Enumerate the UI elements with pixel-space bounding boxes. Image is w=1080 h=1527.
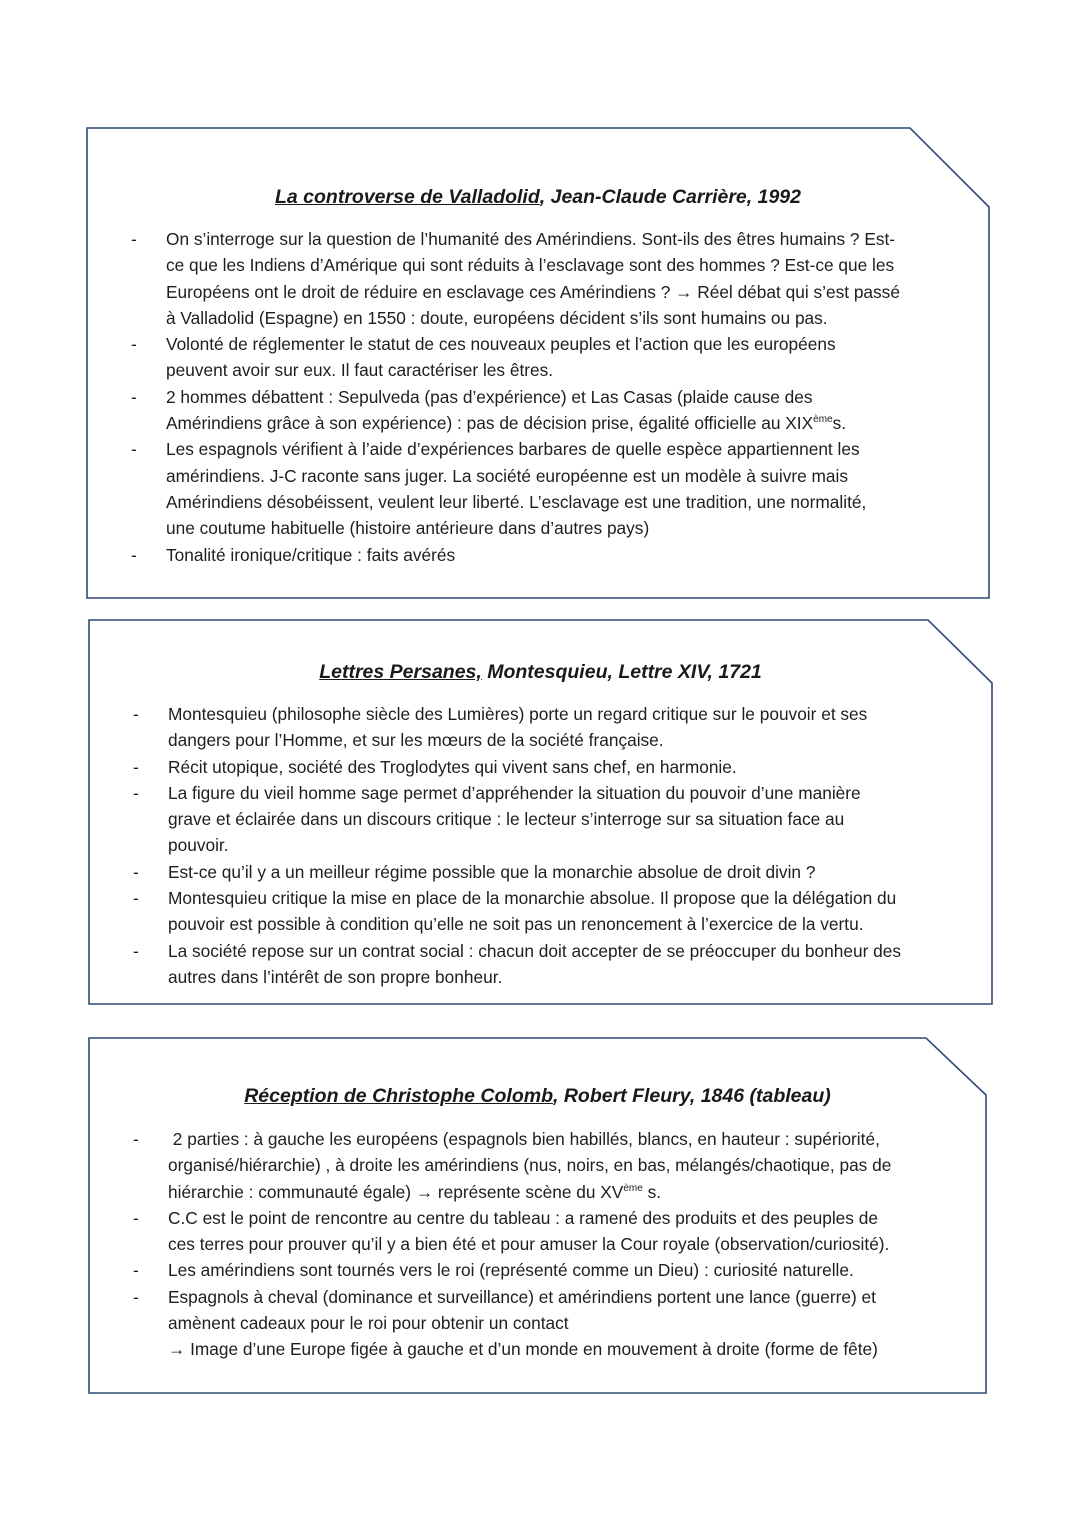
bullet-dash: - — [133, 1286, 139, 1307]
bullet-line: dangers pour l’Homme, et sur les mœurs de la société française. — [168, 730, 664, 751]
note-card-christophe-colomb — [88, 1037, 987, 1394]
bullet-item — [133, 938, 978, 991]
bullet-line: La figure du vieil homme sage permet d’appréhender la situation du pouvoir d’une manière — [168, 782, 861, 803]
bullet-item — [133, 1126, 978, 1205]
bullet-line: La société repose sur un contrat social : chacun doit accepter de se préoccuper du bonheur des — [168, 940, 901, 961]
card-title — [88, 1085, 987, 1108]
card-title-work: Lettres Persanes, — [319, 661, 482, 683]
card-title-work: La controverse de Valladolid — [274, 186, 540, 208]
bullet-line: → Image d’une Europe figée à gauche et d’un monde en mouvement à droite (forme de fête) — [168, 1339, 878, 1360]
bullet-dash: - — [131, 229, 137, 249]
bullet-item — [133, 859, 978, 885]
bullet-line: grave et éclairée dans un discours critique : le lecteur s’interroge sur sa situation face au — [168, 809, 845, 830]
card-title — [88, 661, 993, 684]
bullet-line: organisé/hiérarchie) , à droite les amérindiens (nus, noirs, en bas, mélangés/chaotique, pas de — [168, 1155, 892, 1176]
bullet-dash: - — [131, 386, 137, 407]
bullet-line: Montesquieu (philosophe siècle des Lumières) porte un regard critique sur le pouvoir et ses — [168, 704, 868, 724]
bullet-line: 2 parties : à gauche les européens (espagnols bien habillés, blancs, en hauteur : supériorité, — [168, 1129, 880, 1149]
bullet-list — [133, 1126, 978, 1363]
bullet-dash: - — [133, 861, 139, 882]
bullet-dash: - — [133, 704, 139, 724]
bullet-line: peuvent avoir sur eux. Il faut caractériser les êtres. — [166, 360, 554, 381]
card-title-rest: Montesquieu, Lettre XIV, 1721 — [481, 661, 762, 683]
bullet-dash: - — [133, 1129, 139, 1149]
bullet-dash: - — [133, 782, 139, 803]
bullet-item — [131, 436, 966, 541]
bullet-item — [133, 885, 978, 938]
bullet-dash: - — [131, 439, 137, 460]
card-title-rest: , Robert Fleury, 1846 (tableau) — [552, 1085, 831, 1107]
bullet-line: hiérarchie : communauté égale) → représente scène du XVème s. — [168, 1181, 662, 1202]
bullet-dash: - — [133, 1207, 139, 1228]
bullet-item — [133, 1205, 978, 1258]
note-card-lettres-persanes — [88, 619, 993, 1005]
bullet-item — [133, 780, 978, 859]
bullet-line: Montesquieu critique la mise en place de la monarchie absolue. Il propose que la délégation du — [168, 888, 897, 909]
bullet-line: Amérindiens grâce à son expérience) : pas de décision prise, égalité officielle au XIXèmes. — [166, 413, 847, 434]
bullet-item — [131, 542, 966, 568]
bullet-item — [133, 1284, 978, 1337]
bullet-line: amérindiens. J-C raconte sans juger. La société européenne est un modèle à suivre mais — [166, 465, 849, 486]
bullet-line: ce que les Indiens d’Amérique qui sont réduits à l’esclavage sont des hommes ? Est-ce que les — [166, 255, 895, 276]
bullet-line: C.C est le point de rencontre au centre du tableau : a ramené des produits et des peuples de — [168, 1207, 878, 1228]
bullet-line: Les amérindiens sont tournés vers le roi (représenté comme un Dieu) : curiosité naturelle. — [168, 1260, 854, 1281]
bullet-line: Volonté de réglementer le statut de ces nouveaux peuples et l’action que les européens — [166, 334, 836, 355]
card-title-work: Réception de Christophe Colomb — [244, 1085, 553, 1107]
bullet-line: une coutume habituelle (histoire antérieure dans d’autres pays) — [166, 518, 650, 539]
card-title-rest: , Jean-Claude Carrière, 1992 — [539, 186, 801, 208]
bullet-item — [131, 226, 966, 331]
bullet-line: Espagnols à cheval (dominance et surveillance) et amérindiens portent une lance (guerre) et — [168, 1286, 876, 1307]
note-card-valladolid — [86, 127, 990, 599]
bullet-line: Tonalité ironique/critique : faits avérés — [166, 544, 456, 565]
bullet-line: 2 hommes débattent : Sepulveda (pas d’expérience) et Las Casas (plaide cause des — [166, 386, 813, 407]
bullet-line: Européens ont le droit de réduire en esclavage ces Amérindiens ? → Réel débat qui s’est passé — [166, 281, 900, 302]
bullet-item — [168, 1336, 978, 1362]
bullet-line: Les espagnols vérifient à l’aide d’expériences barbares de quelle espèce appartiennent les — [166, 439, 860, 460]
bullet-line: pouvoir. — [168, 835, 229, 856]
bullet-item — [131, 384, 966, 437]
bullet-line: On s’interroge sur la question de l’humanité des Amérindiens. Sont-ils des êtres humains ? Est- — [166, 229, 896, 249]
bullet-line: Est-ce qu’il y a un meilleur régime possible que la monarchie absolue de droit divin ? — [168, 861, 816, 882]
bullet-dash: - — [131, 544, 137, 565]
bullet-list — [133, 701, 978, 990]
bullet-dash: - — [133, 756, 139, 777]
card-title — [86, 186, 990, 209]
bullet-dash: - — [133, 940, 139, 961]
bullet-dash: - — [131, 334, 137, 355]
bullet-line: pouvoir est possible à condition qu’elle ne soit pas un renoncement à l’exercice de la vertu. — [168, 914, 864, 935]
bullet-dash: - — [133, 888, 139, 909]
bullet-line: autres dans l’intérêt de son propre bonheur. — [168, 966, 503, 987]
bullet-item — [133, 1257, 978, 1283]
bullet-line: ces terres pour prouver qu’il y a bien été et pour amuser la Cour royale (observation/curiosité). — [168, 1234, 890, 1255]
bullet-item — [133, 701, 978, 754]
bullet-dash: - — [133, 1260, 139, 1281]
bullet-line: Récit utopique, société des Troglodytes qui vivent sans chef, en harmonie. — [168, 756, 737, 777]
bullet-list — [131, 226, 966, 568]
bullet-line: Amérindiens désobéissent, veulent leur liberté. L’esclavage est une tradition, une normalité, — [166, 491, 867, 512]
bullet-line: amènent cadeaux pour le roi pour obtenir un contact — [168, 1313, 569, 1334]
bullet-line: à Valladolid (Espagne) en 1550 : doute, européens décident s’ils sont humains ou pas. — [166, 307, 828, 328]
bullet-item — [131, 331, 966, 384]
bullet-item — [133, 754, 978, 780]
